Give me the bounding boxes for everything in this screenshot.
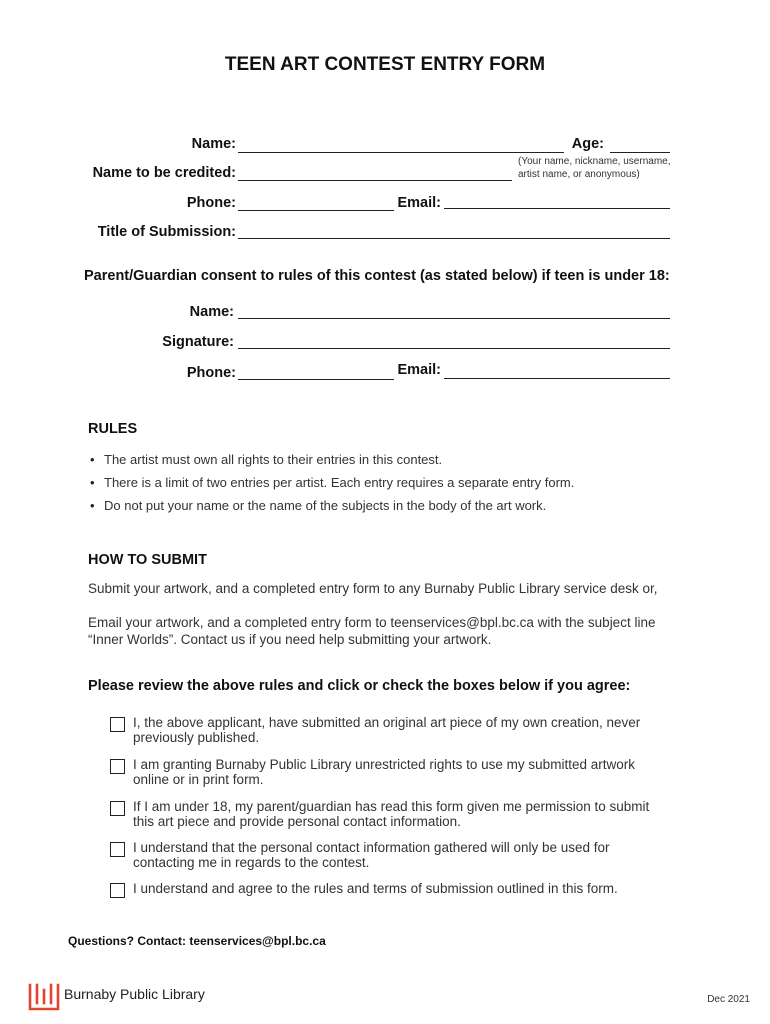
guardian-email-field[interactable] <box>444 378 670 379</box>
rule-item: • There is a limit of two entries per artist. Each entry requires a separate entry form. <box>88 474 708 497</box>
agreement-checkbox[interactable] <box>110 842 125 857</box>
agreement-text: I understand and agree to the rules and terms of submission outlined in this form. <box>133 881 618 896</box>
agreement-text: If I am under 18, my parent/guardian has read this form given me permission to submit this art piece and provide personal contact information. <box>133 799 650 829</box>
agreement-item-privacy <box>110 841 670 870</box>
submit-heading: HOW TO SUBMIT <box>88 552 207 568</box>
credited-name-note: (Your name, nickname, username, artist name, or anonymous) <box>518 156 671 180</box>
library-logo-icon <box>28 982 60 1012</box>
agreement-heading: Please review the above rules and click or check the boxes below if you agree: <box>88 678 631 694</box>
credited-name-label: Name to be credited: <box>92 165 236 181</box>
credited-name-field[interactable] <box>238 180 512 181</box>
form-title: TEEN ART CONTEST ENTRY FORM <box>224 54 546 75</box>
questions-contact: Questions? Contact: teenservices@bpl.bc.ca <box>68 934 326 948</box>
name-label: Name: <box>191 136 236 152</box>
submit-paragraph-desk: Submit your artwork, and a completed entry form to any Burnaby Public Library service desk or, <box>88 581 658 596</box>
email-field[interactable] <box>444 208 670 209</box>
rules-heading: RULES <box>88 421 138 437</box>
phone-label: Phone: <box>186 195 236 211</box>
guardian-phone-field[interactable] <box>238 379 394 380</box>
rule-item: • The artist must own all rights to their entries in this contest. <box>88 451 708 474</box>
email-label: Email: <box>397 195 441 211</box>
submit-paragraph-email: Email your artwork, and a completed entry form to teenservices@bpl.bc.ca with the subject line “Inner Worlds”. Contact us if you need help submitting your artwork. <box>88 615 656 647</box>
guardian-name-field[interactable] <box>238 318 670 319</box>
phone-field[interactable] <box>238 210 394 211</box>
guardian-email-label: Email: <box>397 362 441 378</box>
guardian-phone-label: Phone: <box>186 365 236 381</box>
submission-title-field[interactable] <box>238 238 670 239</box>
guardian-name-label: Name: <box>189 304 234 320</box>
agreement-item-guardian <box>110 800 670 829</box>
agreement-text: I, the above applicant, have submitted an original art piece of my own creation, never previously published. <box>133 715 641 745</box>
guardian-signature-field[interactable] <box>238 348 670 349</box>
age-label: Age: <box>571 136 604 152</box>
library-name: Burnaby Public Library <box>64 986 205 1002</box>
guardian-heading: Parent/Guardian consent to rules of this contest (as stated below) if teen is under 18: <box>84 268 670 284</box>
rule-item: • Do not put your name or the name of the subjects in the body of the art work. <box>88 497 708 520</box>
agreement-item-terms <box>110 882 670 897</box>
revision-date: Dec 2021 <box>707 994 750 1005</box>
name-field[interactable] <box>238 152 564 153</box>
agreement-checkbox[interactable] <box>110 759 125 774</box>
agreement-checkbox[interactable] <box>110 883 125 898</box>
rules-list <box>88 451 708 520</box>
agreement-checkbox[interactable] <box>110 717 125 732</box>
age-field[interactable] <box>610 152 670 153</box>
agreement-text: I am granting Burnaby Public Library unrestricted rights to use my submitted artwork online or in print form. <box>133 757 635 787</box>
agreement-item-original <box>110 716 670 745</box>
agreement-item-rights <box>110 758 670 787</box>
guardian-signature-label: Signature: <box>162 334 234 350</box>
agreement-text: I understand that the personal contact information gathered will only be used for contacting me in regards to the contest. <box>133 840 610 870</box>
agreement-checkbox[interactable] <box>110 801 125 816</box>
submission-title-label: Title of Submission: <box>97 224 236 240</box>
